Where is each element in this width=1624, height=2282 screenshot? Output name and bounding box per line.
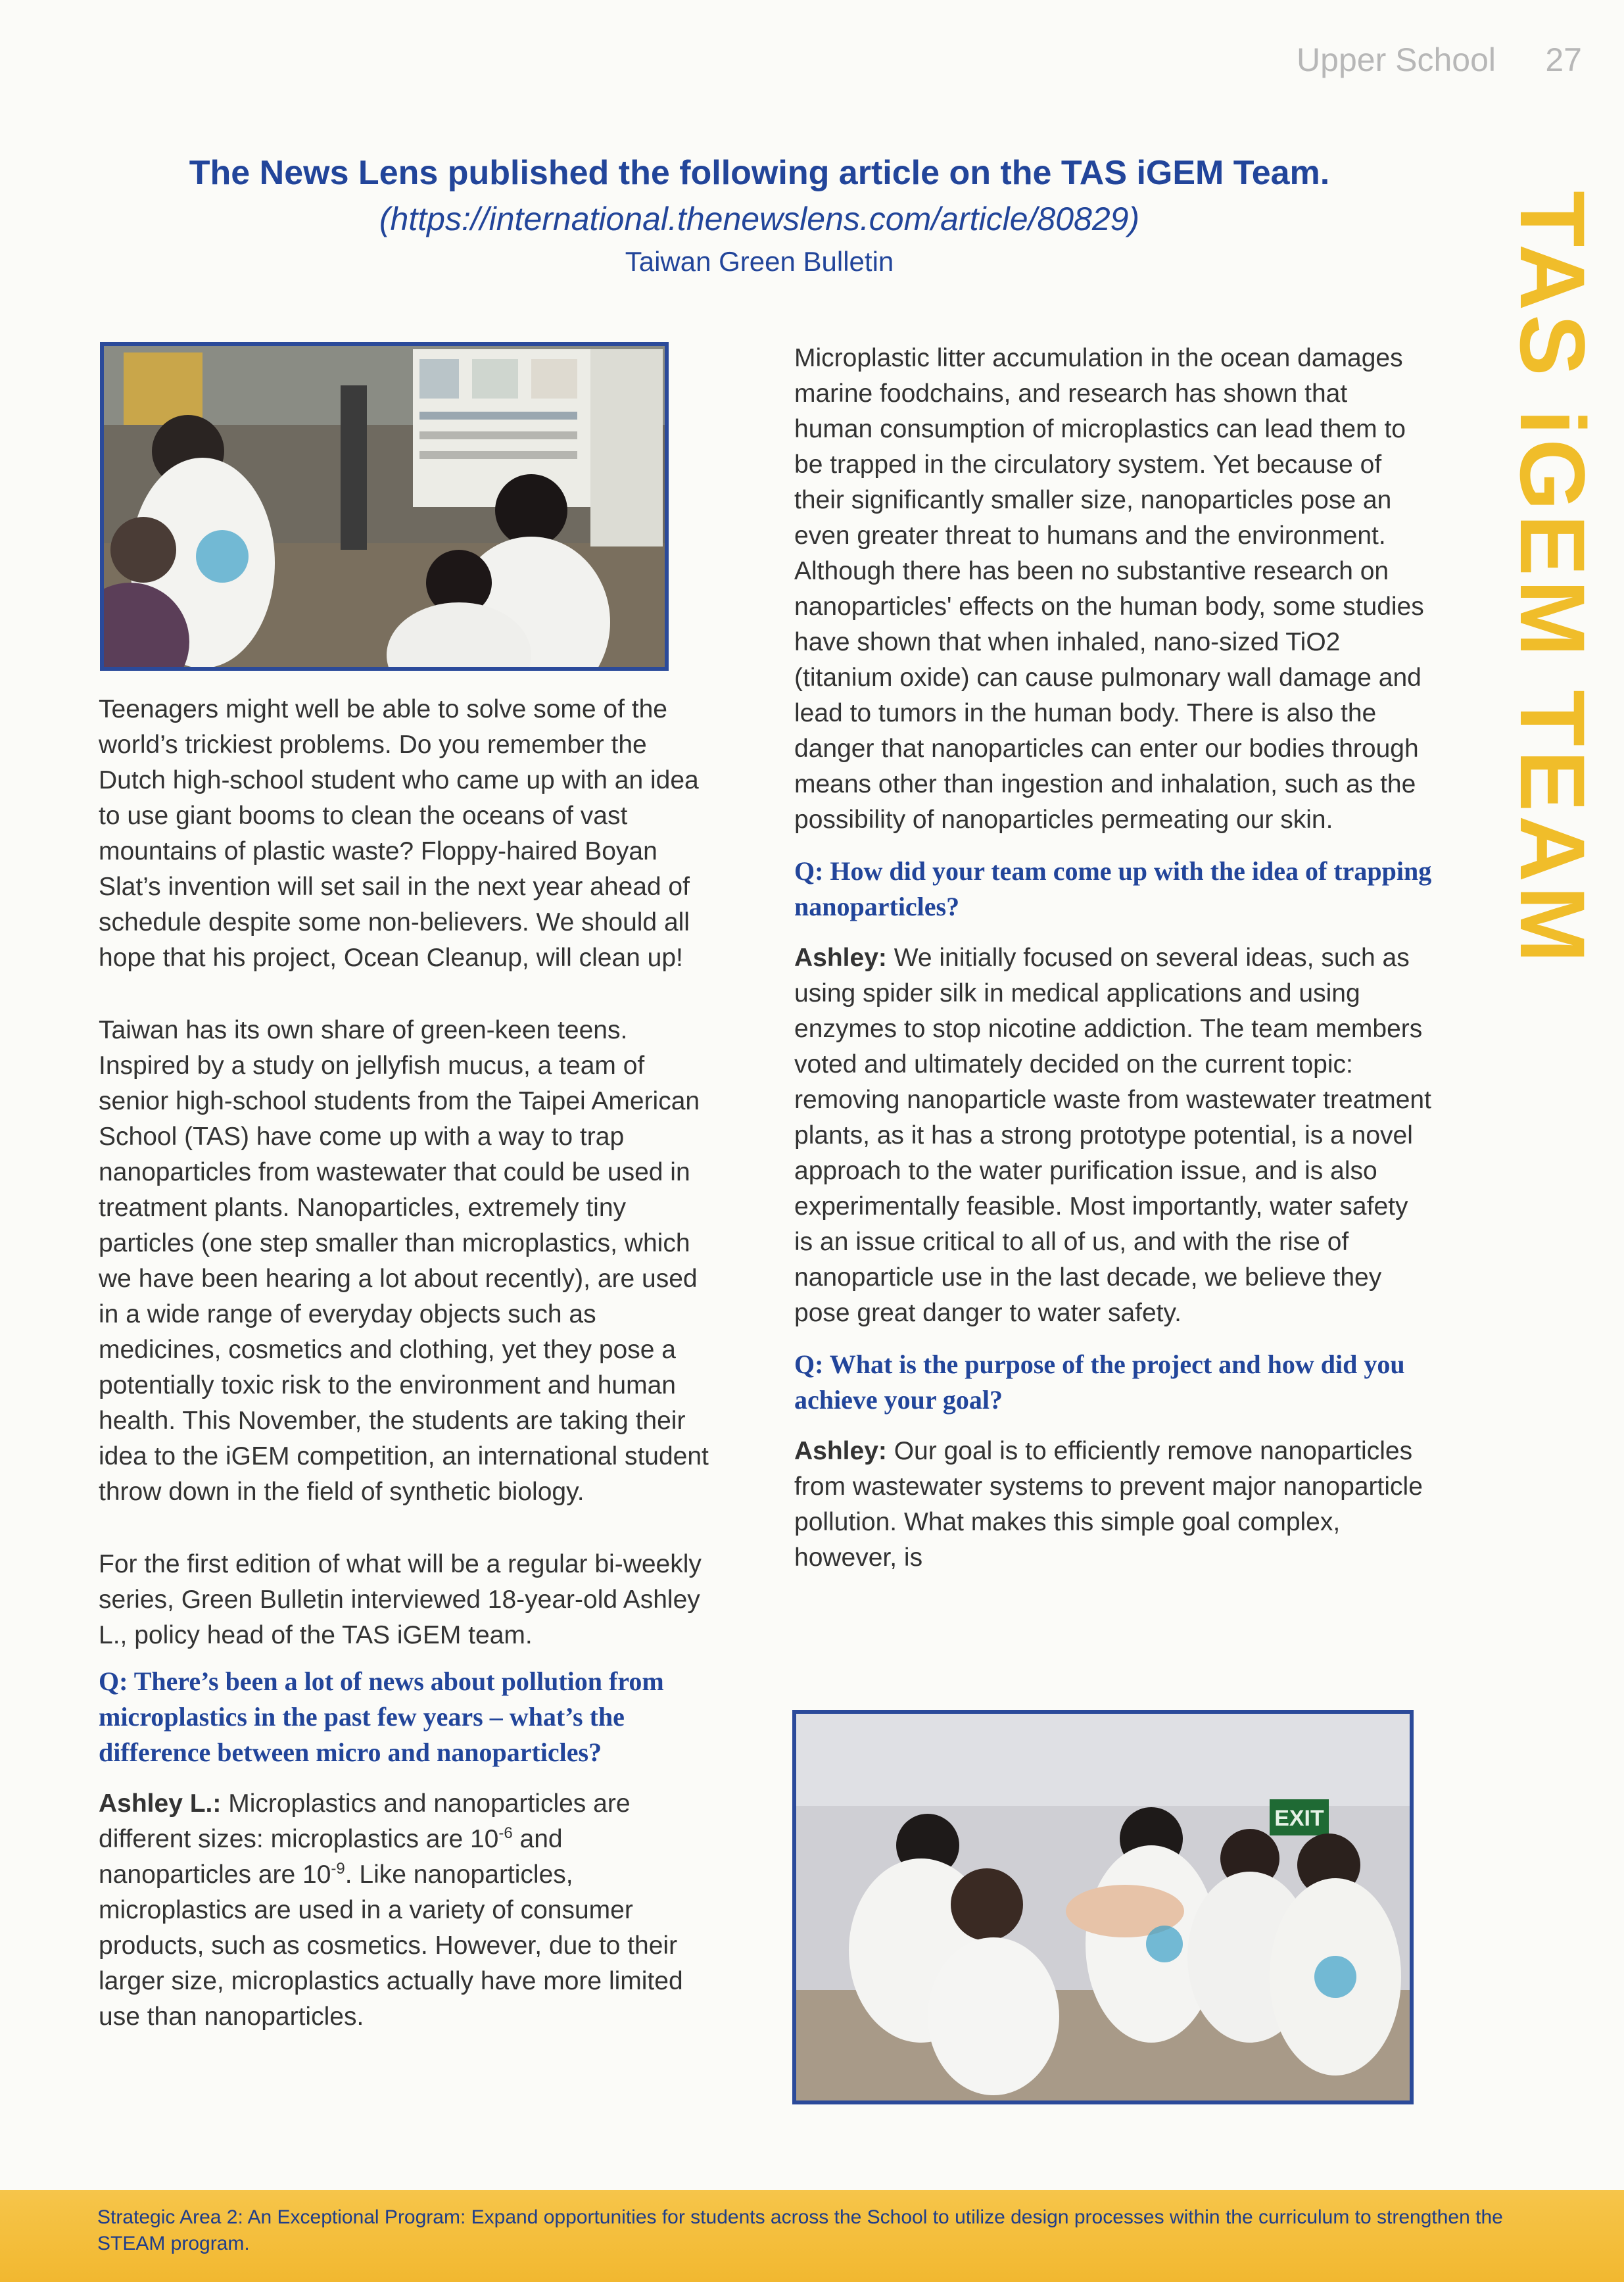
- paragraph: Microplastic litter accumulation in the ocean damages marine foodchains, and research has shown that human consumption of microplastics can lead them to be trapped in the circulatory system. Yet because of their significantly smaller size, nanoparticles pose an even greater threat to humans and the environment. Although there has been no substantive research on nanoparticles' effects on the human body, some studies have shown that when inhaled, nano-sized TiO2 (titanium oxide) can cause pulmonary wall damage and lead to tumors in the human body. There is also the danger that nanoparticles can enter our bodies through means other than ingestion and inhalation, such as the possibility of nanoparticles permeating our skin.: [794, 344, 1424, 834]
- headline: [0, 150, 1519, 281]
- exponent: -6: [498, 1824, 513, 1842]
- speaker-name: Ashley L.:: [99, 1789, 222, 1818]
- left-column: [99, 692, 710, 2072]
- paragraph: For the first edition of what will be a regular bi-weekly series, Green Bulletin interviewed 18-year-old Ashley L., policy head of the TAS iGEM team.: [99, 1550, 702, 1649]
- interview-question: Q: What is the purpose of the project and how did you achieve your goal?: [794, 1349, 1405, 1415]
- exit-sign-text: EXIT: [1274, 1806, 1324, 1831]
- footer-band: [0, 2190, 1624, 2282]
- interview-answer: [99, 1786, 710, 2035]
- paragraph: Taiwan has its own share of green-keen teens. Inspired by a study on jellyfish mucus, a team of senior high-school students from the Taipei American School (TAS) have come up with a way to trap nanoparticles from wastewater that could be used in treatment plants. Nanoparticles, extremely tiny particles (one step smaller than microplastics, which we have been hearing a lot about recently), are used in a wide range of everyday objects such as medicines, cosmetics and clothing, yet they pose a potentially toxic risk to the environment and human health. This November, the students are taking their idea to the iGEM competition, an international student throw down in the field of synthetic biology.: [99, 1016, 709, 1506]
- photo-students-at-poster: [100, 342, 669, 671]
- article-source: Taiwan Green Bulletin: [625, 246, 894, 277]
- header-section-label: Upper School: [1297, 41, 1496, 78]
- photo-students-at-poster-illustration: [104, 346, 665, 667]
- side-title: TAS iGEM TEAM: [1501, 191, 1604, 967]
- exponent: -9: [331, 1860, 345, 1878]
- article-headline: The News Lens published the following article on the TAS iGEM Team.: [189, 154, 1330, 192]
- photo-team-huddle-illustration: [796, 1714, 1410, 2100]
- article-url: (https://international.thenewslens.com/article/80829): [379, 201, 1140, 237]
- speaker-name: Ashley:: [794, 1437, 887, 1465]
- interview-question: Q: How did your team come up with the idea of trapping nanoparticles?: [794, 856, 1432, 921]
- footer-text: Strategic Area 2: An Exceptional Program: Expand opportunities for students across the School to utilize design processes within the curriculum to strengthen the STEAM program.: [97, 2206, 1503, 2254]
- speaker-name: Ashley:: [794, 944, 887, 972]
- answer-text: . Like nanoparticles, microplastics are used in a variety of consumer products, such as cosmetics. However, due to their larger size, microplastics actually have more limited use than nanoparticles.: [99, 1860, 683, 2031]
- answer-text: and nanoparticles are 10: [99, 1825, 563, 1889]
- page-number: 27: [1545, 41, 1582, 78]
- answer-text: Our goal is to efficiently remove nanoparticles from wastewater systems to prevent major nanoparticle pollution. What makes this simple goal complex, however, is: [794, 1437, 1423, 1572]
- paragraph: Teenagers might well be able to solve some of the world’s trickiest problems. Do you remember the Dutch high-school student who came up with an idea to use giant booms to clean the oceans of vast mountains of plastic waste? Floppy-haired Boyan Slat’s invention will set sail in the next year ahead of schedule despite some non-believers. We should all hope that his project, Ocean Cleanup, will clean up!: [99, 695, 699, 972]
- answer-text: We initially focused on several ideas, such as using spider silk in medical applications and using enzymes to stop nicotine addiction. The team members voted and ultimately decided on the current topic: removing nanoparticle waste from wastewater treatment plants, as it has a strong prototype potential, is a novel approach to the water purification issue, and is also experimentally feasible. Most importantly, water safety is an issue critical to all of us, and with the rise of nanoparticle use in the last decade, we believe they pose great danger to water safety.: [794, 944, 1431, 1327]
- interview-question: Q: There’s been a lot of news about pollution from microplastics in the past few years – what’s the difference between micro and nanoparticles?: [99, 1666, 664, 1767]
- interview-answer: [794, 1434, 1432, 1576]
- answer-text: Microplastics and nanoparticles are different sizes: microplastics are 10: [99, 1789, 631, 1853]
- interview-answer: [794, 940, 1432, 1331]
- photo-team-huddle: [792, 1710, 1414, 2104]
- right-column: [794, 341, 1432, 1613]
